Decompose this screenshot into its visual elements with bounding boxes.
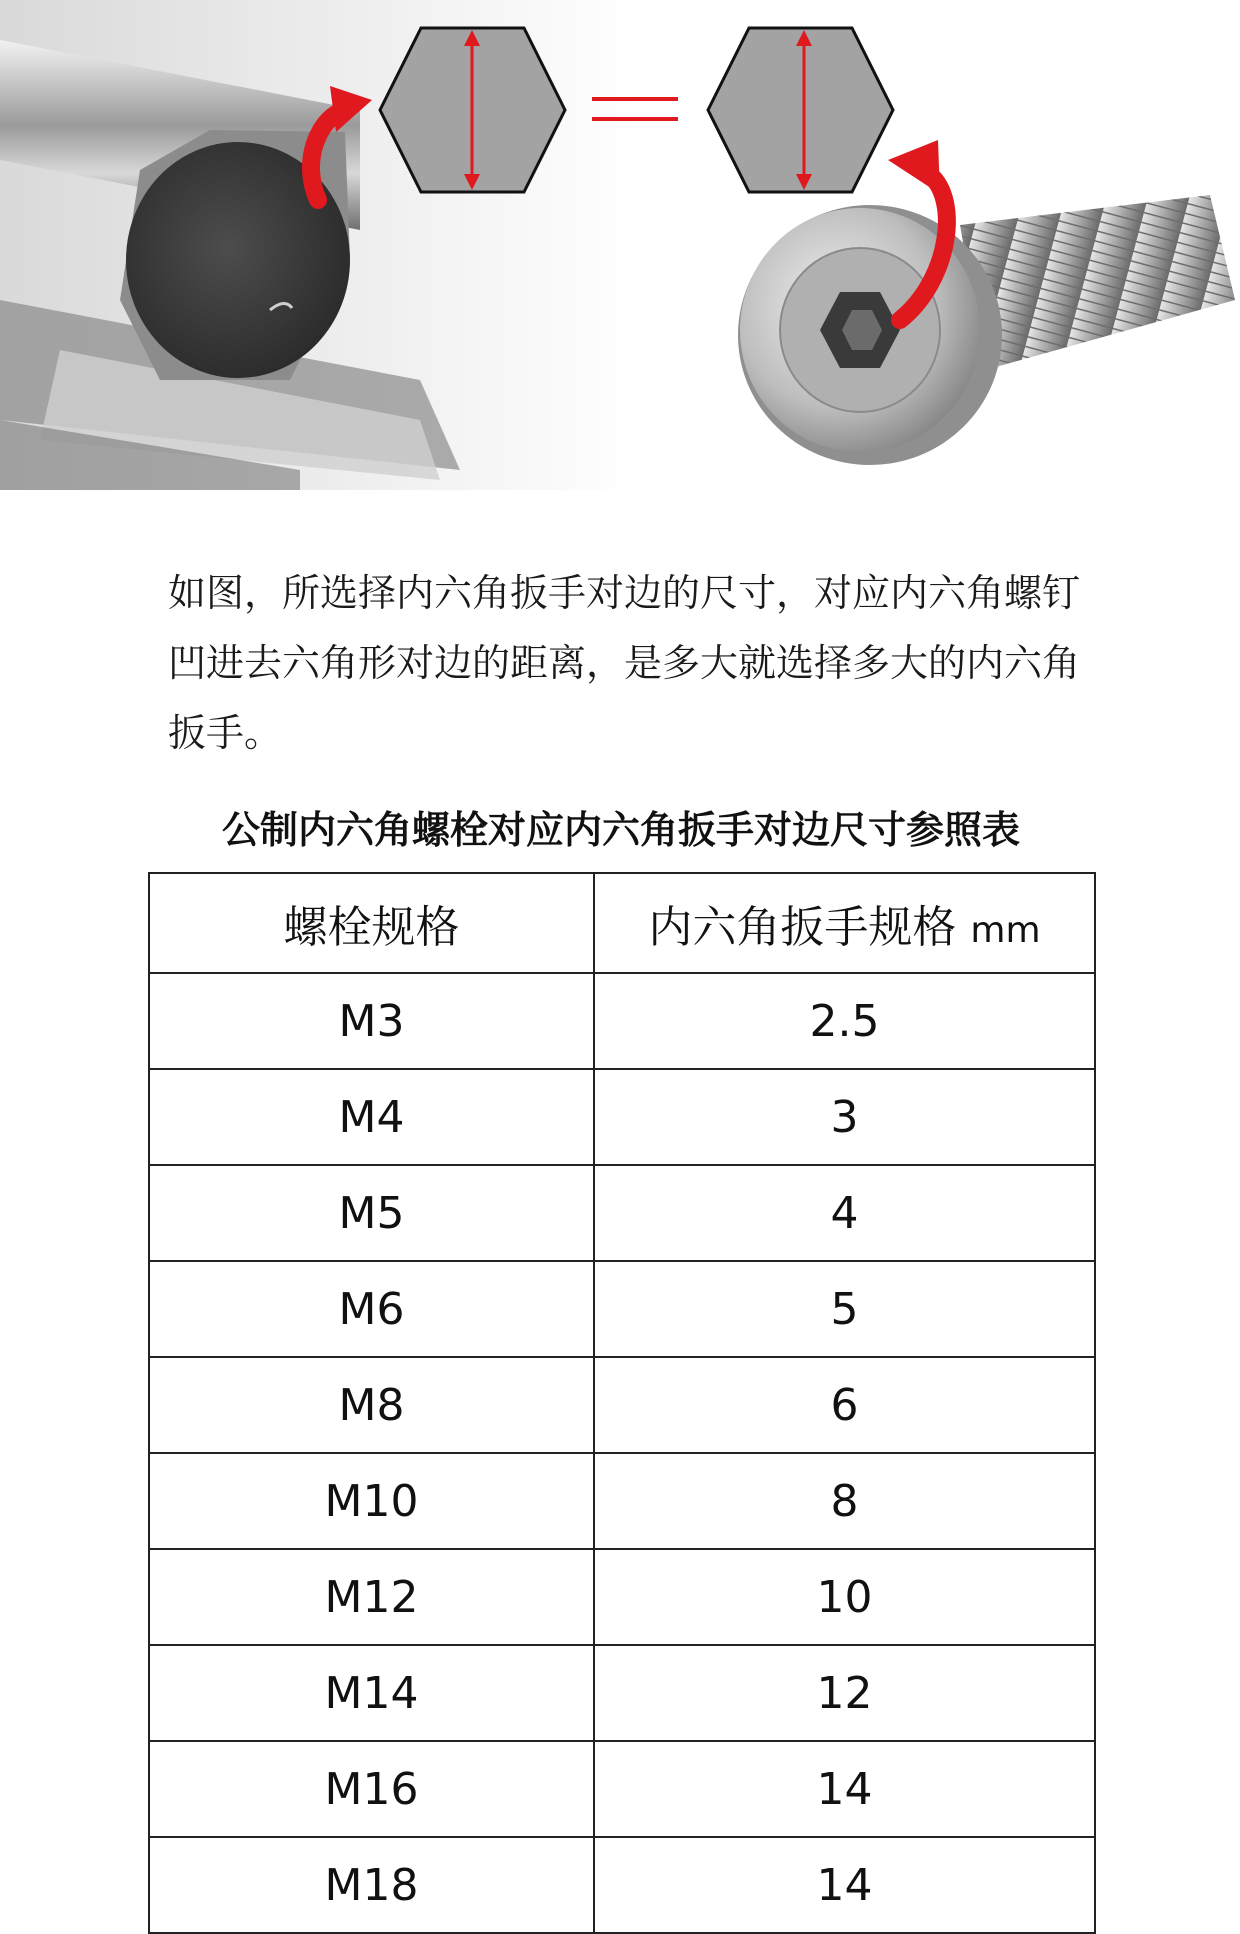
table-row (149, 1645, 1095, 1741)
hex-diagram-left (380, 28, 565, 192)
wrench-bolt-illustration (0, 0, 1240, 500)
table-row (149, 1357, 1095, 1453)
table-row (149, 1741, 1095, 1837)
bolt-cell: M4 (149, 1069, 594, 1165)
table-header-row (149, 873, 1095, 973)
wrench-cell: 12 (594, 1645, 1095, 1741)
bolt-cell: M6 (149, 1261, 594, 1357)
wrench-cell: 10 (594, 1549, 1095, 1645)
bolt-cell: M3 (149, 973, 594, 1069)
table-row (149, 1261, 1095, 1357)
bolt-cell: M16 (149, 1741, 594, 1837)
bolt-cell: M8 (149, 1357, 594, 1453)
description-text: 如图，所选择内六角扳手对边的尺寸，对应内六角螺钉凹进去六角形对边的距离，是多大就选择多大的内六角扳手。 (168, 571, 1081, 755)
table-row (149, 1453, 1095, 1549)
wrench-cell: 2.5 (594, 973, 1095, 1069)
header-wrench-label: 内六角扳手规格 (648, 902, 957, 953)
header-bolt-spec (149, 873, 594, 973)
table-row (149, 1069, 1095, 1165)
bolt-cell: M18 (149, 1837, 594, 1933)
header-unit: mm (970, 910, 1041, 951)
table-row (149, 973, 1095, 1069)
bolt-cell: M10 (149, 1453, 594, 1549)
hex-diagram-right (708, 28, 893, 192)
wrench-cell: 14 (594, 1741, 1095, 1837)
table-row (149, 1549, 1095, 1645)
wrench-cell: 4 (594, 1165, 1095, 1261)
bolt-cell: M5 (149, 1165, 594, 1261)
header-bolt-label: 螺栓规格 (283, 902, 460, 953)
wrench-cell: 5 (594, 1261, 1095, 1357)
header-wrench-spec (594, 873, 1095, 973)
spec-table (148, 872, 1096, 1934)
bolt-cell: M14 (149, 1645, 594, 1741)
table-row (149, 1837, 1095, 1933)
wrench-cell: 8 (594, 1453, 1095, 1549)
bolt-cell: M12 (149, 1549, 594, 1645)
wrench-cell: 3 (594, 1069, 1095, 1165)
socket-screw-photo (738, 195, 1235, 465)
wrench-cell: 6 (594, 1357, 1095, 1453)
wrench-cell: 14 (594, 1837, 1095, 1933)
table-row (149, 1165, 1095, 1261)
table-title: 公制内六角螺栓对应内六角扳手对边尺寸参照表 (221, 808, 1020, 852)
